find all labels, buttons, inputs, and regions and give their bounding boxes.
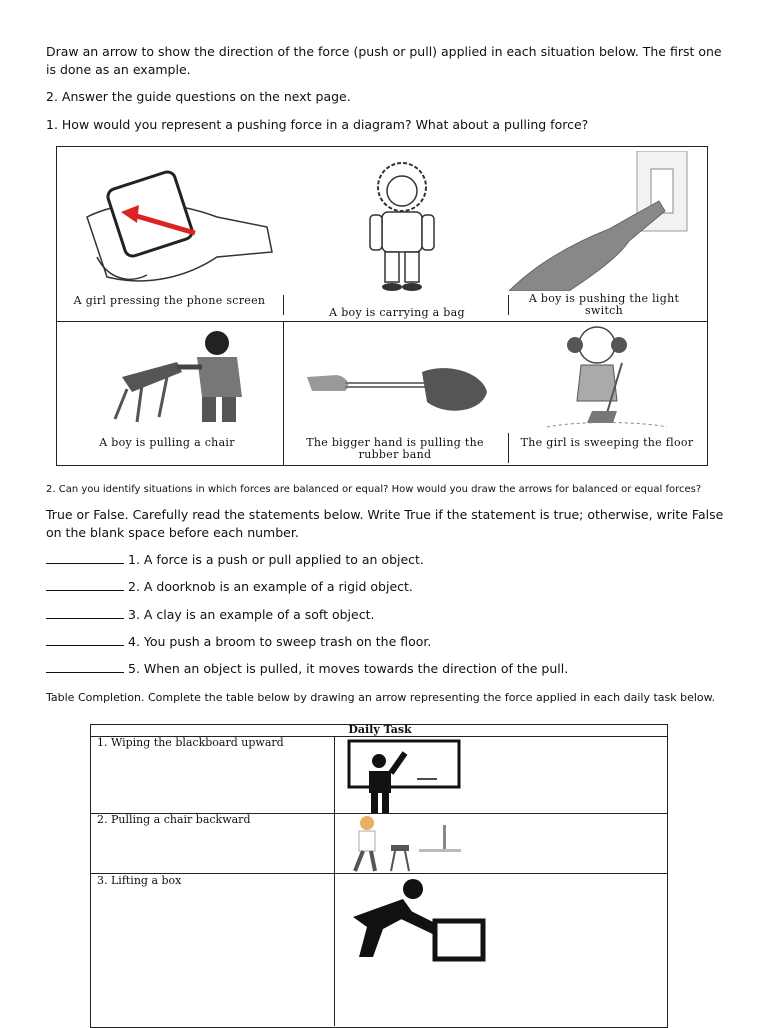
step-2-instruction: 2. Answer the guide questions on the next page. bbox=[46, 89, 351, 104]
rubber-band-icon bbox=[297, 357, 497, 427]
tf-item-5 bbox=[46, 661, 568, 676]
task-row-3-label: 3. Lifting a box bbox=[97, 874, 182, 887]
situation-6-image bbox=[537, 323, 677, 431]
tf-statement: 4. You push a broom to sweep trash on the floor. bbox=[128, 634, 432, 649]
answer-blank[interactable] bbox=[46, 590, 124, 591]
lifting-box-icon bbox=[343, 877, 493, 967]
pulling-chair-icon bbox=[347, 815, 463, 873]
tf-item-4 bbox=[46, 634, 431, 649]
situation-5-image bbox=[297, 357, 497, 427]
wiping-board-icon bbox=[347, 739, 463, 815]
situation-4-caption: A boy is pulling a chair bbox=[99, 436, 235, 449]
pull-chair-icon bbox=[97, 327, 257, 427]
daily-task-table bbox=[90, 724, 668, 1028]
situation-5-caption: The bigger hand is pulling the rubber band bbox=[306, 436, 484, 461]
situation-3-image bbox=[509, 151, 699, 291]
situation-3-caption: A boy is pushing the light switch bbox=[528, 292, 680, 317]
answer-blank[interactable] bbox=[46, 563, 124, 564]
situation-4-image bbox=[97, 327, 257, 427]
sweeping-icon bbox=[537, 323, 677, 431]
tf-item-1 bbox=[46, 552, 424, 567]
task-row-2-label: 2. Pulling a chair backward bbox=[97, 813, 251, 826]
guide-question-1: 1. How would you represent a pushing force in a diagram? What about a pulling force? bbox=[46, 117, 589, 132]
light-switch-icon bbox=[509, 151, 699, 291]
table-header: Daily Task bbox=[348, 723, 412, 736]
tf-statement: 3. A clay is an example of a soft object. bbox=[128, 607, 375, 622]
tf-item-2 bbox=[46, 579, 413, 594]
answer-blank[interactable] bbox=[46, 618, 124, 619]
phone-press-icon bbox=[67, 157, 287, 297]
intro-instruction: Draw an arrow to show the direction of the force (push or pull) applied in each situation below. The first one is done as an example. bbox=[46, 44, 722, 77]
situation-1-caption: A girl pressing the phone screen bbox=[73, 294, 266, 307]
table-completion-instruction: Table Completion. Complete the table below by drawing an arrow representing the force applied in each daily task below. bbox=[46, 691, 716, 704]
boy-bag-icon bbox=[337, 157, 467, 297]
answer-blank[interactable] bbox=[46, 672, 124, 673]
guide-question-2: 2. Can you identify situations in which forces are balanced or equal? How would you draw the arrows for balanced or equal forces? bbox=[46, 484, 702, 495]
situation-6-caption: The girl is sweeping the floor bbox=[520, 436, 694, 449]
situations-grid bbox=[56, 146, 708, 466]
tf-statement: 2. A doorknob is an example of a rigid object. bbox=[128, 579, 413, 594]
true-false-instruction: True or False. Carefully read the statements below. Write True if the statement is true; otherwise, write False on the blank space before each number. bbox=[46, 507, 724, 540]
situation-2-caption: A boy is carrying a bag bbox=[329, 306, 465, 319]
task-row-1-label: 1. Wiping the blackboard upward bbox=[97, 736, 284, 749]
tf-item-3 bbox=[46, 607, 374, 622]
tf-statement: 1. A force is a push or pull applied to an object. bbox=[128, 552, 424, 567]
situation-1-image bbox=[67, 157, 287, 297]
situation-2-image bbox=[337, 157, 467, 297]
answer-blank[interactable] bbox=[46, 645, 124, 646]
tf-statement: 5. When an object is pulled, it moves towards the direction of the pull. bbox=[128, 661, 569, 676]
